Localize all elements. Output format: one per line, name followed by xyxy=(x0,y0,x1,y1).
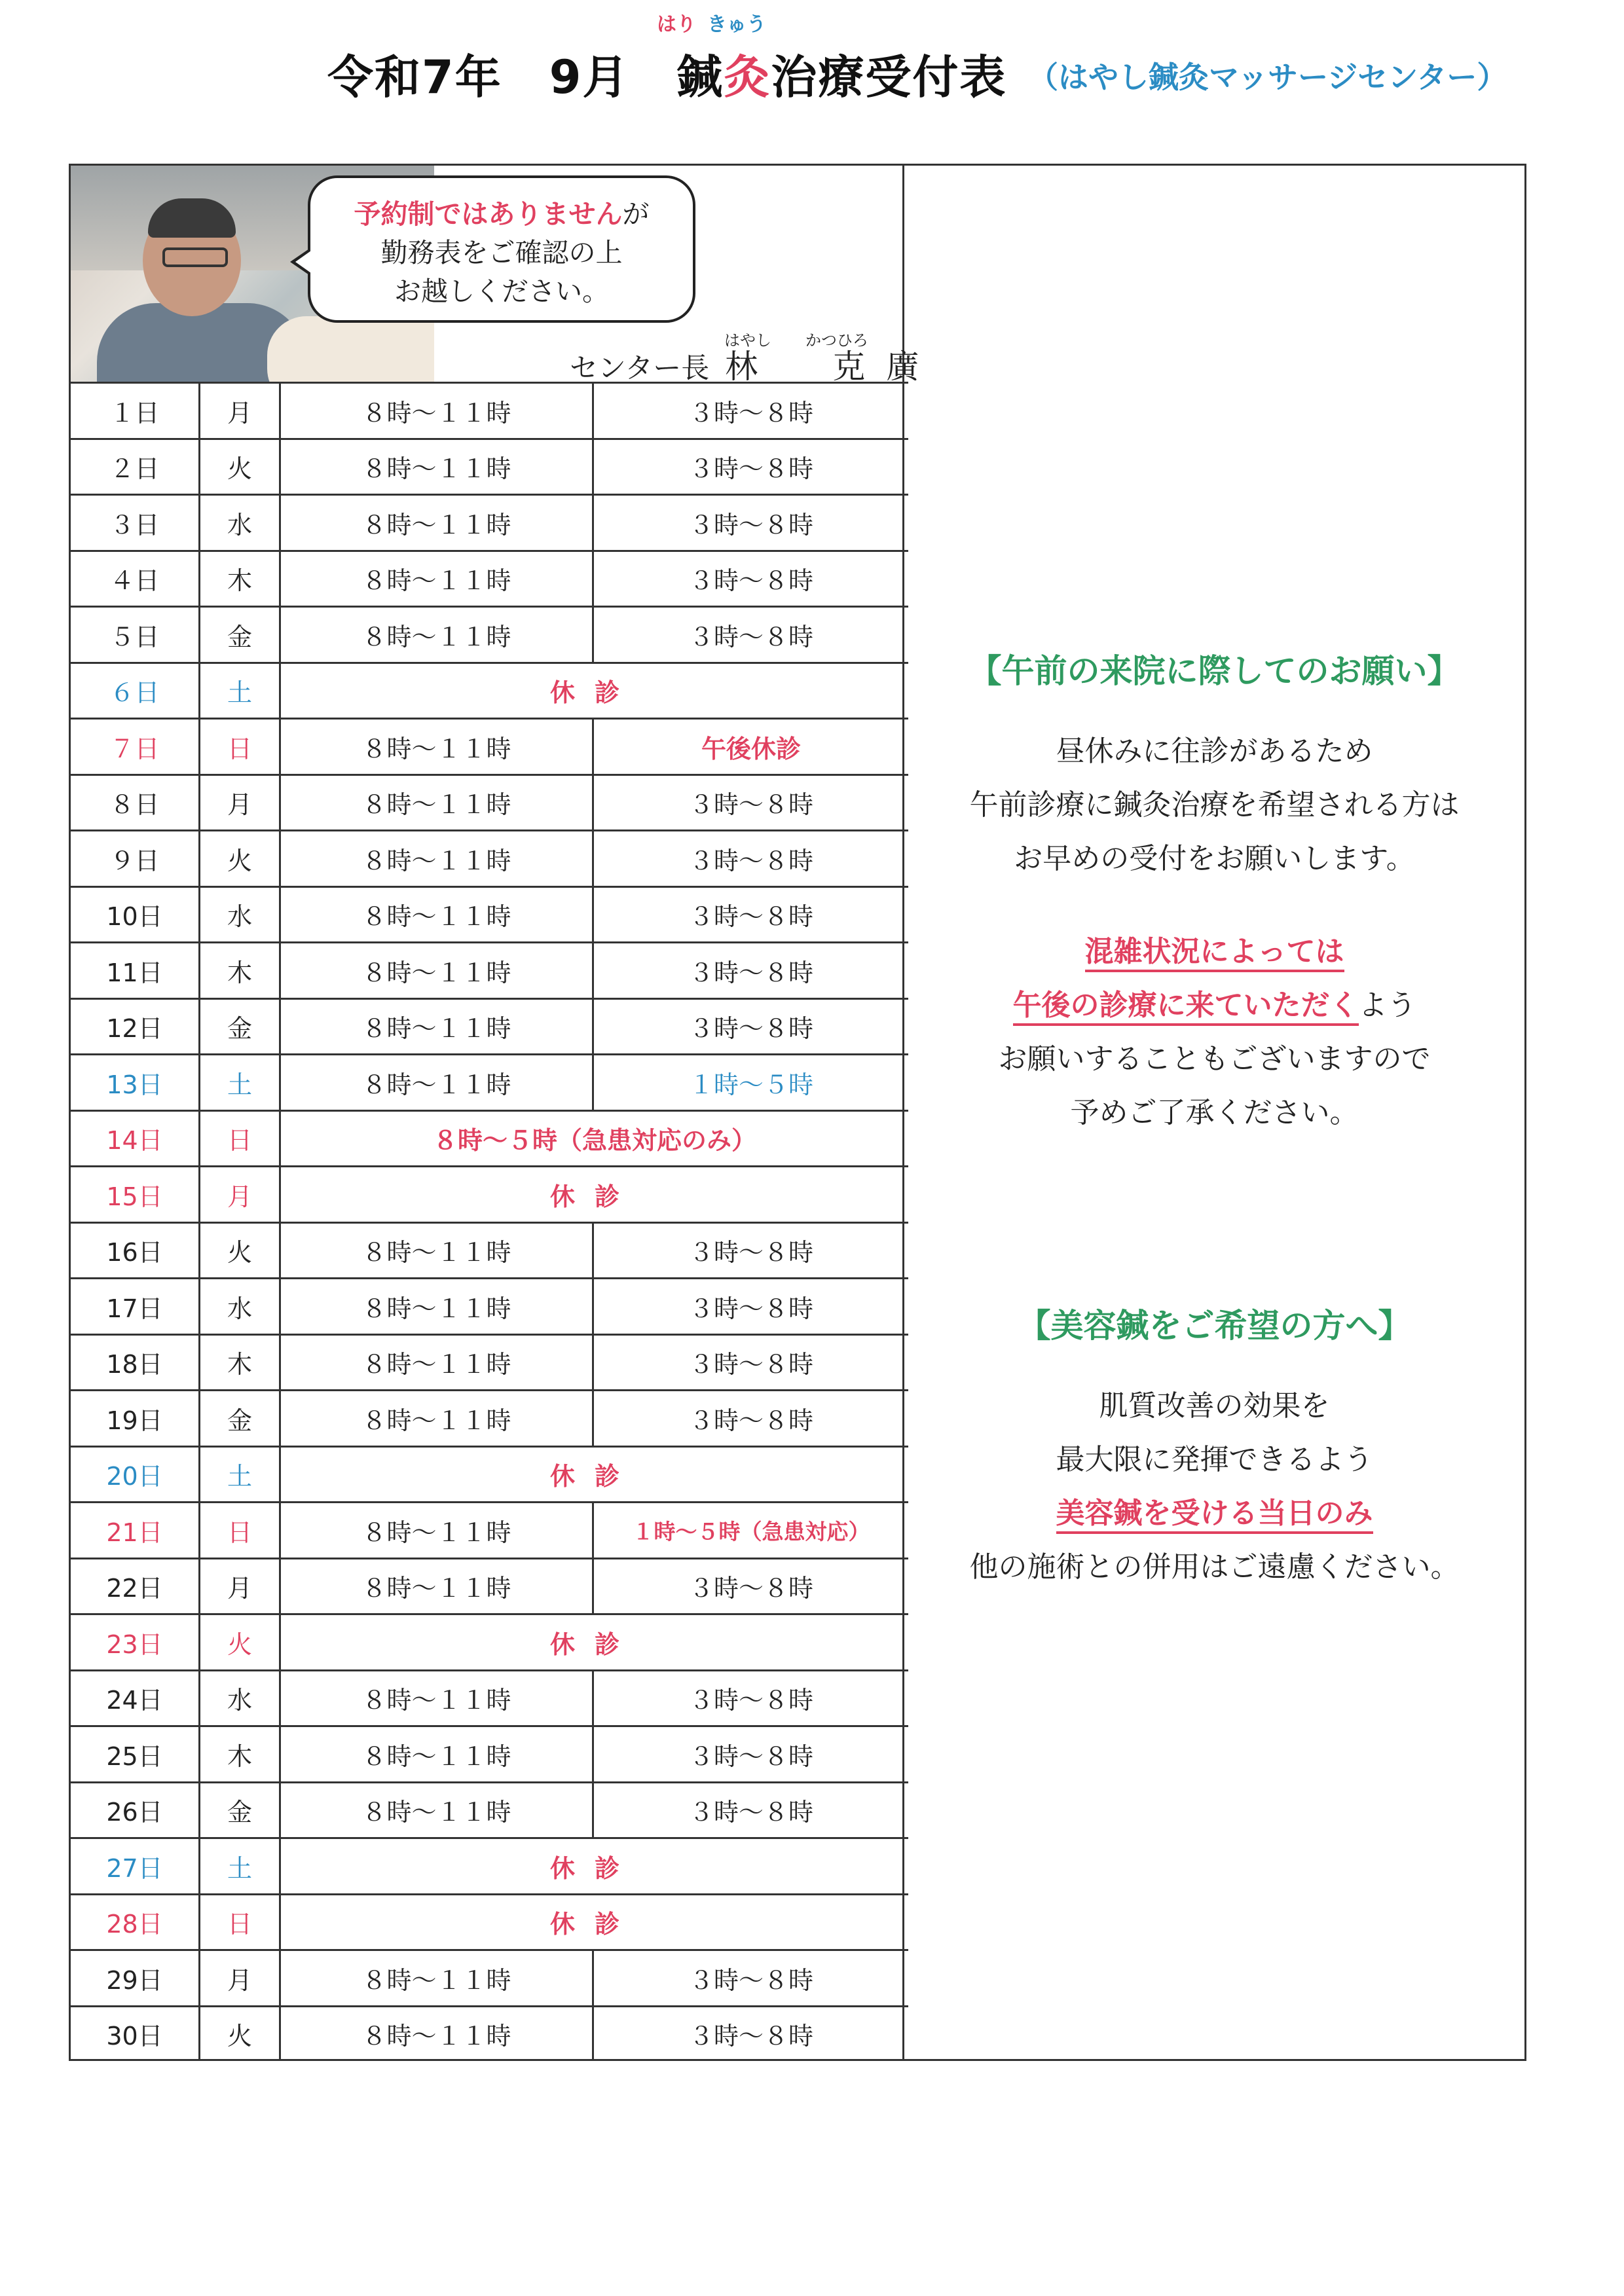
schedule-date: ９日 xyxy=(71,831,200,887)
schedule-row xyxy=(71,663,908,719)
schedule-date: 13日 xyxy=(71,1055,200,1111)
schedule-row xyxy=(71,1391,908,1447)
schedule-afternoon-hours: ３時～８時 xyxy=(593,551,909,607)
schedule-row xyxy=(71,1279,908,1335)
schedule-date: 20日 xyxy=(71,1446,200,1503)
schedule-row xyxy=(71,719,908,775)
schedule-date: 25日 xyxy=(71,1726,200,1783)
director-signature xyxy=(570,340,940,388)
bubble-red-text: 予約制ではありません xyxy=(354,198,623,230)
schedule-row xyxy=(71,2006,908,2061)
schedule-closed: 休診 xyxy=(280,1838,909,1895)
schedule-afternoon-hours: ３時～８時 xyxy=(593,439,909,495)
schedule-weekday: 火 xyxy=(200,439,280,495)
schedule-date: 28日 xyxy=(71,1894,200,1950)
page-title xyxy=(327,41,1006,107)
schedule-date: 14日 xyxy=(71,1110,200,1167)
schedule-morning-hours: ８時～１１時 xyxy=(280,1503,593,1559)
schedule-date: 15日 xyxy=(71,1167,200,1223)
schedule-weekday: 土 xyxy=(200,1838,280,1895)
schedule-afternoon-hours: １時～５時 xyxy=(593,1055,909,1111)
ruby-hayashi: はやし xyxy=(724,331,771,350)
speech-bubble-tail-fill xyxy=(295,251,311,273)
bubble-line2: 勤務表をご確認の上 xyxy=(380,237,623,268)
schedule-afternoon-hours: ３時～８時 xyxy=(593,1950,909,2007)
schedule-closed: 休診 xyxy=(280,1614,909,1671)
schedule-afternoon-hours: ３時～８時 xyxy=(593,1334,909,1391)
schedule-date: 22日 xyxy=(71,1558,200,1614)
schedule-row xyxy=(71,607,908,663)
schedule-date: 18日 xyxy=(71,1334,200,1391)
schedule-row xyxy=(71,1334,908,1391)
schedule-afternoon-hours: ３時～８時 xyxy=(593,1558,909,1614)
schedule-afternoon-hours: ３時～８時 xyxy=(593,1279,909,1335)
schedule-row xyxy=(71,831,908,887)
schedule-emergency-hours: ８時～５時（急患対応のみ） xyxy=(280,1110,909,1167)
schedule-weekday: 水 xyxy=(200,1279,280,1335)
title-pre: 令和7年 9月 鍼 xyxy=(327,50,724,104)
title-kyu: 灸 xyxy=(724,50,771,104)
schedule-row xyxy=(71,1503,908,1559)
schedule-morning-hours: ８時～１１時 xyxy=(280,886,593,943)
schedule-row xyxy=(71,1222,908,1279)
schedule-afternoon-hours: ３時～８時 xyxy=(593,998,909,1055)
schedule-row xyxy=(71,774,908,831)
notice-morning-heading: 【午前の来院に際してのお願い】 xyxy=(969,652,1460,690)
schedule-date: 10日 xyxy=(71,886,200,943)
schedule-weekday: 金 xyxy=(200,1391,280,1447)
ruby-katsuhiro: かつひろ xyxy=(805,331,868,350)
ruby-kyu: きゅう xyxy=(707,13,766,36)
schedule-weekday: 日 xyxy=(200,719,280,775)
schedule-morning-hours: ８時～１１時 xyxy=(280,774,593,831)
schedule-afternoon-hours: ３時～８時 xyxy=(593,831,909,887)
schedule-row xyxy=(71,1167,908,1223)
schedule-date: ３日 xyxy=(71,495,200,551)
notice-morning-line4: お願いすることもございますので xyxy=(998,1042,1431,1076)
schedule-morning-hours: ８時～１１時 xyxy=(280,495,593,551)
schedule-weekday: 月 xyxy=(200,774,280,831)
schedule-date: 21日 xyxy=(71,1503,200,1559)
notice-morning-red1: 混雑状況によっては xyxy=(1085,935,1344,972)
schedule-row xyxy=(71,1670,908,1726)
schedule-closed: 休診 xyxy=(280,663,909,719)
schedule-weekday: 金 xyxy=(200,998,280,1055)
schedule-date: ６日 xyxy=(71,663,200,719)
schedule-row xyxy=(71,1894,908,1950)
schedule-date: 19日 xyxy=(71,1391,200,1447)
schedule-date: 11日 xyxy=(71,943,200,999)
schedule-date: 16日 xyxy=(71,1222,200,1279)
schedule-weekday: 水 xyxy=(200,495,280,551)
schedule-weekday: 火 xyxy=(200,1222,280,1279)
schedule-date: 27日 xyxy=(71,1838,200,1895)
schedule-row xyxy=(71,1838,908,1895)
schedule-afternoon-hours: ３時～８時 xyxy=(593,886,909,943)
schedule-afternoon-hours: ３時～８時 xyxy=(593,1670,909,1726)
schedule-row xyxy=(71,886,908,943)
schedule-weekday: 金 xyxy=(200,607,280,663)
schedule-morning-hours: ８時～１１時 xyxy=(280,439,593,495)
schedule-afternoon-hours: ３時～８時 xyxy=(593,1782,909,1838)
schedule-date: ７日 xyxy=(71,719,200,775)
schedule-date: 23日 xyxy=(71,1614,200,1671)
schedule-morning-hours: ８時～１１時 xyxy=(280,607,593,663)
schedule-afternoon-hours: ３時～８時 xyxy=(593,1222,909,1279)
schedule-afternoon-hours: ３時～８時 xyxy=(593,774,909,831)
schedule-morning-hours: ８時～１１時 xyxy=(280,1334,593,1391)
schedule-closed: 休診 xyxy=(280,1167,909,1223)
notice-morning-red2: 午後の診療に来ていただく xyxy=(1013,989,1359,1026)
notice-morning-line5: 予めご了承ください。 xyxy=(1070,1096,1359,1129)
schedule-weekday: 日 xyxy=(200,1110,280,1167)
schedule-afternoon-hours: ３時～８時 xyxy=(593,2006,909,2061)
schedule-date: ４日 xyxy=(71,551,200,607)
schedule-morning-hours: ８時～１１時 xyxy=(280,1222,593,1279)
schedule-date: ８日 xyxy=(71,774,200,831)
schedule-afternoon-hours: ３時～８時 xyxy=(593,943,909,999)
notice-morning-red2-tail: よう xyxy=(1358,989,1416,1022)
schedule-morning-hours: ８時～１１時 xyxy=(280,719,593,775)
schedule-date: ２日 xyxy=(71,439,200,495)
schedule-morning-hours: ８時～１１時 xyxy=(280,1279,593,1335)
schedule-date: 12日 xyxy=(71,998,200,1055)
schedule-morning-hours: ８時～１１時 xyxy=(280,831,593,887)
schedule-row xyxy=(71,1950,908,2007)
schedule-weekday: 土 xyxy=(200,1446,280,1503)
director-name: 林 克廣 xyxy=(725,348,940,386)
schedule-closed: 休診 xyxy=(280,1446,909,1503)
schedule-weekday: 土 xyxy=(200,663,280,719)
schedule-weekday: 木 xyxy=(200,943,280,999)
schedule-weekday: 火 xyxy=(200,2006,280,2061)
schedule-afternoon-hours: ３時～８時 xyxy=(593,383,909,439)
schedule-morning-hours: ８時～１１時 xyxy=(280,551,593,607)
schedule-morning-hours: ８時～１１時 xyxy=(280,1055,593,1111)
schedule-weekday: 木 xyxy=(200,551,280,607)
bubble-tail-text: が xyxy=(622,198,650,230)
schedule-afternoon-hours: ３時～８時 xyxy=(593,1726,909,1783)
schedule-weekday: 木 xyxy=(200,1334,280,1391)
notice-morning-line2: 午前診療に鍼灸治療を希望される方は xyxy=(969,788,1460,822)
schedule-row xyxy=(71,1614,908,1671)
schedule-afternoon-hours: ３時～８時 xyxy=(593,1391,909,1447)
schedule-row xyxy=(71,1558,908,1614)
schedule-closed: 休診 xyxy=(280,1894,909,1950)
ruby-hari: はり xyxy=(657,13,696,36)
schedule-weekday: 月 xyxy=(200,383,280,439)
schedule-date: ５日 xyxy=(71,607,200,663)
clinic-name: （はやし鍼灸マッサージセンター） xyxy=(1028,60,1507,95)
schedule-weekday: 木 xyxy=(200,1726,280,1783)
schedule-date: 24日 xyxy=(71,1670,200,1726)
schedule-morning-hours: ８時～１１時 xyxy=(280,1950,593,2007)
schedule-row xyxy=(71,1782,908,1838)
schedule-date: 26日 xyxy=(71,1782,200,1838)
schedule-weekday: 水 xyxy=(200,1670,280,1726)
schedule-weekday: 火 xyxy=(200,1614,280,1671)
schedule-weekday: 金 xyxy=(200,1782,280,1838)
schedule-date: 30日 xyxy=(71,2006,200,2061)
director-title: センター長 xyxy=(570,352,710,385)
schedule-morning-hours: ８時～１１時 xyxy=(280,1670,593,1726)
schedule-afternoon-hours: ３時～８時 xyxy=(593,607,909,663)
schedule-row xyxy=(71,998,908,1055)
schedule-weekday: 水 xyxy=(200,886,280,943)
notice-morning-line1: 昼休みに往診があるため xyxy=(1056,735,1373,768)
schedule-morning-hours: ８時～１１時 xyxy=(280,1726,593,1783)
schedule-row xyxy=(71,551,908,607)
notice-beauty-line3: 他の施術との併用はご遠慮ください。 xyxy=(969,1550,1460,1584)
schedule-morning-hours: ８時～１１時 xyxy=(280,943,593,999)
speech-bubble xyxy=(308,175,695,323)
notice-beauty-red1: 美容鍼を受ける当日のみ xyxy=(1056,1497,1373,1534)
schedule-row xyxy=(71,943,908,999)
schedule-morning-hours: ８時～１１時 xyxy=(280,1782,593,1838)
schedule-weekday: 月 xyxy=(200,1950,280,2007)
schedule-weekday: 火 xyxy=(200,831,280,887)
schedule-morning-hours: ８時～１１時 xyxy=(280,1391,593,1447)
schedule-weekday: 土 xyxy=(200,1055,280,1111)
notice-beauty-line2: 最大限に発揮できるよう xyxy=(1056,1443,1373,1476)
schedule-weekday: 日 xyxy=(200,1503,280,1559)
schedule-date: 17日 xyxy=(71,1279,200,1335)
schedule-row xyxy=(71,1055,908,1111)
notice-beauty-line1: 肌質改善の効果を xyxy=(1099,1389,1330,1423)
bubble-line3: お越しください。 xyxy=(394,276,609,307)
notice-morning xyxy=(904,645,1524,1140)
notice-morning-line3: お早めの受付をお願いします。 xyxy=(1014,842,1415,875)
schedule-date: 29日 xyxy=(71,1950,200,2007)
schedule-afternoon-hours: １時～５時（急患対応） xyxy=(593,1503,909,1559)
notice-beauty-heading: 【美容鍼をご希望の方へ】 xyxy=(1018,1307,1411,1345)
schedule-table xyxy=(71,382,908,2061)
schedule-afternoon-hours: ３時～８時 xyxy=(593,495,909,551)
schedule-row xyxy=(71,383,908,439)
schedule-weekday: 月 xyxy=(200,1558,280,1614)
schedule-date: １日 xyxy=(71,383,200,439)
schedule-morning-hours: ８時～１１時 xyxy=(280,383,593,439)
notice-beauty xyxy=(904,1300,1524,1594)
title-post: 治療受付表 xyxy=(771,50,1007,104)
schedule-weekday: 月 xyxy=(200,1167,280,1223)
schedule-weekday: 日 xyxy=(200,1894,280,1950)
schedule-morning-hours: ８時～１１時 xyxy=(280,2006,593,2061)
schedule-morning-hours: ８時～１１時 xyxy=(280,1558,593,1614)
schedule-row xyxy=(71,1110,908,1167)
schedule-row xyxy=(71,1446,908,1503)
schedule-row xyxy=(71,1726,908,1783)
schedule-row xyxy=(71,439,908,495)
schedule-afternoon-hours: 午後休診 xyxy=(593,719,909,775)
schedule-row xyxy=(71,495,908,551)
schedule-morning-hours: ８時～１１時 xyxy=(280,998,593,1055)
